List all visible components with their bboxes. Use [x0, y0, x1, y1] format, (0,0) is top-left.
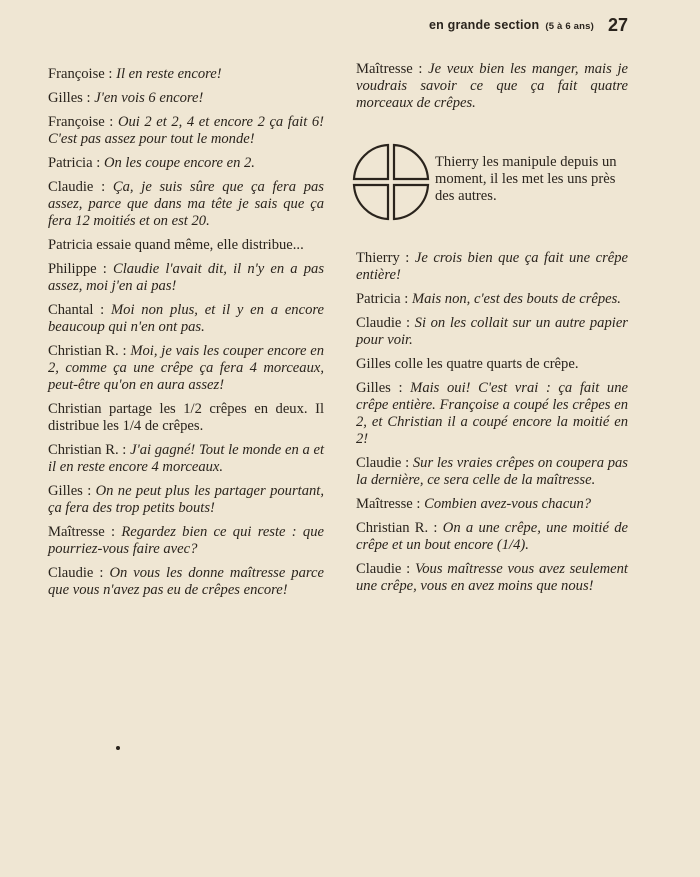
print-speck [116, 746, 120, 750]
utterance: Si on les collait sur un autre papier pour voir. [356, 315, 628, 348]
quartered-crepe-figure [350, 141, 432, 223]
dialogue-line [48, 261, 324, 295]
dialogue-line [48, 90, 324, 107]
speaker: Patricia : [356, 291, 409, 307]
running-header [429, 18, 594, 32]
right-column-top [356, 61, 628, 119]
right-column [356, 250, 628, 602]
speaker: Claudie : [48, 565, 104, 581]
speaker: Christian R. : [356, 520, 438, 536]
speaker: Maîtresse : [48, 524, 116, 540]
speaker: Maîtresse : [356, 61, 423, 77]
dialogue-line [48, 524, 324, 558]
utterance: On vous les donne maîtresse parce que vous n'avez pas eu de crêpes encore! [48, 565, 324, 598]
dialogue-line [356, 496, 628, 513]
figure-caption: Thierry les manipule depuis un moment, il les met les uns près des autres. [435, 154, 617, 204]
utterance: Claudie l'avait dit, il n'y en a pas assez, moi j'en ai pas! [48, 261, 325, 294]
dialogue-line [48, 565, 324, 599]
speaker: Claudie : [356, 315, 411, 331]
dialogue-line [356, 380, 628, 448]
utterance: Regardez bien ce qui reste : que pourriez-vous faire avec? [48, 524, 324, 557]
utterance: Mais non, c'est des bouts de crêpes. [411, 291, 621, 307]
age-range: (5 à 6 ans) [545, 21, 594, 32]
utterance: Je crois bien que ça fait une crêpe entière! [356, 250, 629, 283]
utterance: Mais oui! C'est vrai : ça fait une crêpe entière. Françoise a coupé les crêpes en 2, et Christian il a coupé encore la moitié en 2! [356, 380, 628, 447]
dialogue-line [356, 291, 628, 308]
dialogue-line [356, 315, 628, 349]
dialogue-line [48, 155, 324, 172]
utterance: On a une crêpe, une moitié de crêpe et un bout encore (1/4). [356, 520, 628, 553]
utterance: Vous maîtresse vous avez seulement une crêpe, vous en avez moins que nous! [356, 561, 628, 594]
dialogue-line [356, 250, 628, 284]
speaker: Thierry : [356, 250, 410, 266]
dialogue-line [356, 455, 628, 489]
utterance: Ça, je suis sûre que ça fera pas assez, parce que dans ma tête je sais que ça fera 12 moitiés et on est 20. [48, 179, 324, 229]
dialogue-line [356, 61, 628, 112]
utterance: J'ai gagné! Tout le monde en a et il en reste encore 4 morceaux. [48, 442, 325, 475]
speaker: Claudie : [48, 179, 106, 195]
utterance: Il en reste encore! [116, 66, 222, 82]
dialogue-line [48, 114, 324, 148]
narration-line: Patricia essaie quand même, elle distribue... [48, 237, 304, 253]
utterance: On les coupe encore en 2. [103, 155, 255, 171]
dialogue-line [48, 302, 324, 336]
speaker: Claudie : [356, 455, 410, 471]
narration-line: Gilles colle les quatre quarts de crêpe. [356, 356, 579, 372]
dialogue-line [356, 520, 628, 554]
speaker: Chantal : [48, 302, 105, 318]
dialogue-line [356, 561, 628, 595]
speaker: Christian R. : [48, 343, 127, 359]
speaker: Patricia : [48, 155, 101, 171]
speaker: Gilles : [48, 483, 92, 499]
speaker: Gilles : [356, 380, 403, 396]
dialogue-line [48, 483, 324, 517]
speaker: Françoise : [48, 114, 114, 130]
running-title: en grande section [428, 18, 540, 32]
speaker: Maîtresse : [356, 496, 421, 512]
dialogue-line [48, 442, 324, 476]
dialogue-line [48, 343, 324, 394]
utterance: Je veux bien les manger, mais je voudrais savoir ce que ça fait quatre morceaux de crêpes. [356, 61, 628, 111]
dialogue-line [48, 66, 324, 83]
speaker: Françoise : [48, 66, 113, 82]
speaker: Philippe : [48, 261, 107, 277]
utterance: Moi non plus, et il y en a encore beaucoup qui n'en ont pas. [48, 302, 324, 335]
page-number: 27 [607, 15, 628, 35]
speaker: Christian R. : [48, 442, 127, 458]
utterance: J'en vois 6 encore! [94, 90, 204, 106]
utterance: Combien avez-vous chacun? [424, 496, 592, 512]
left-column [48, 66, 324, 606]
utterance: Sur les vraies crêpes on coupera pas la dernière, ce sera celle de la maîtresse. [356, 455, 628, 488]
utterance: On ne peut plus les partager pourtant, ça fera des trop petits bouts! [48, 483, 324, 516]
utterance: Moi, je vais les couper encore en 2, comme ça une crêpe ça fera 4 morceaux, peut-être qu'on en aura assez! [48, 343, 324, 393]
speaker: Gilles : [48, 90, 91, 106]
narration-line: Christian partage les 1/2 crêpes en deux. Il distribue les 1/4 de crêpes. [48, 401, 324, 434]
dialogue-line [48, 179, 324, 230]
speaker: Claudie : [356, 561, 411, 577]
utterance: Oui 2 et 2, 4 et encore 2 ça fait 6! C'est pas assez pour tout le monde! [48, 114, 324, 147]
